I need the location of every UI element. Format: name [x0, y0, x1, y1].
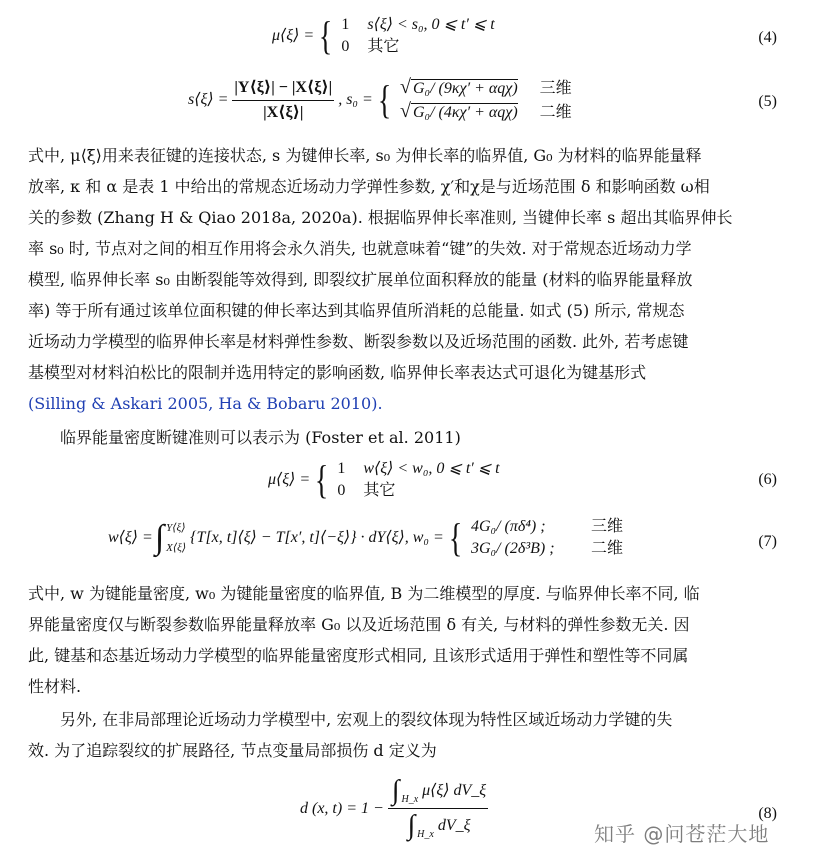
equation-5: s⟨ξ⟩ = $\frac{|Y⟨\xi⟩| - |X⟨\xi⟩|}{|X⟨\xi⟩|}$ , s₀ = { √ G₀/ (9κχ′ + αqχ) 三维 √ G₀/ (4κχ′ + αqχ) 二维 (5) [188, 76, 777, 122]
eq8-lhs: d (x, t) = 1 − [300, 799, 384, 817]
eq5-denominator: |X⟨ξ⟩| [263, 103, 304, 121]
watermark: 知乎 @问苍茫大地 [594, 822, 770, 846]
para2-line: 临界能量密度断键准则可以表示为 (Foster et al. 2011) [60, 428, 461, 447]
eq6-case2-condition: 其它 [363, 482, 396, 499]
eq7-lhs: w⟨ξ⟩ = [108, 529, 153, 547]
eq4-lhs: μ⟨ξ⟩ = [272, 27, 315, 45]
eq5-s0-label: , s₀ = [338, 91, 373, 109]
eq7-lower-limit: X⟨ξ⟩ [166, 542, 187, 554]
para3-line: 此, 键基和态基近场动力学模型的临界能量密度形式相同, 且该形式适用于弹性和塑性等不同属 [28, 646, 689, 665]
para1-line: 率) 等于所有通过该单位面积键的伸长率达到其临界值所消耗的总能量. 如式 (5) 所示, 常规态 [28, 301, 685, 320]
para1-line: 近场动力学模型的临界伸长率是材料弹性参数、断裂参数以及近场范围的函数. 此外, 若考虑键 [28, 332, 689, 351]
eq4-case2-value: 0 [341, 38, 350, 55]
equation-4: μ⟨ξ⟩ = { 1 s⟨ξ⟩ < s₀, 0 ⩽ t′ ⩽ t 0 其它 (4) [272, 13, 777, 58]
eq6-case1-condition: w⟨ξ⟩ < w₀, 0 ⩽ t′ ⩽ t [363, 460, 500, 477]
eq6-lhs: μ⟨ξ⟩ = [268, 471, 311, 489]
equation-7: w⟨ξ⟩ = ∫ Y⟨ξ⟩ X⟨ξ⟩ {T[x, t]⟨ξ⟩ − T[x′, t]⟨−ξ⟩} · dY⟨ξ⟩, w₀ = { 4G₀/ (πδ⁴) ; 三维 3G₀/ (2δ³B) ; 二维 (7) [108, 515, 777, 560]
eq4-number: (4) [758, 29, 777, 46]
eq6-number: (6) [758, 471, 777, 488]
eq7-case2-label: 二维 [590, 540, 623, 557]
para3-line: 性材料. [28, 677, 82, 696]
eq4-case1-condition: s⟨ξ⟩ < s₀, 0 ⩽ t′ ⩽ t [367, 16, 495, 33]
paragraph-2 [60, 422, 788, 453]
eq8-fraction: ∫ H_x μ⟨ξ⟩ dV_ξ ∫ H_x dV_ξ [388, 776, 488, 841]
eq5-fraction [232, 78, 334, 121]
para1-line: 率 s₀ 时, 节点对之间的相互作用将会永久消失, 也就意味着“键”的失效. 对于常规态近场动力学 [28, 239, 692, 258]
para4-line: 另外, 在非局部理论近场动力学模型中, 宏观上的裂纹体现为特性区域近场动力学键的失 [60, 710, 673, 729]
eq8-domain-top: H_x [401, 794, 419, 805]
paragraph-4 [28, 704, 788, 766]
eq5-case2-expr: G₀/ (4κχ′ + αqχ) [412, 104, 518, 121]
eq5-numerator: |Y⟨ξ⟩| − |X⟨ξ⟩| [232, 78, 334, 100]
paragraph-3 [28, 578, 788, 702]
eq5-case1-label: 三维 [539, 80, 572, 97]
eq5-number: (5) [758, 93, 777, 110]
para1-line: 放率, κ 和 α 是表 1 中给出的常规态近场动力学弹性参数, χ′和χ是与近场范围 δ 和影响函数 ω相 [28, 177, 710, 196]
eq7-number: (7) [758, 533, 777, 550]
eq7-upper-limit: Y⟨ξ⟩ [166, 522, 186, 534]
para1-line: 式中, μ⟨ξ⟩用来表征键的连接状态, s 为键伸长率, s₀ 为伸长率的临界值, G₀ 为材料的临界能量释 [28, 146, 702, 165]
para1-line: 基模型对材料泊松比的限制并选用特定的影响函数, 临界伸长率表达式可退化为键基形式 [28, 363, 647, 382]
eq6-case2-value: 0 [337, 482, 346, 499]
eq7-case1-label: 三维 [590, 518, 623, 535]
paragraph-1 [28, 140, 788, 419]
para1-line-citation[interactable]: (Silling & Askari 2005, Ha & Bobaru 2010). [28, 394, 383, 413]
equation-6: μ⟨ξ⟩ = { 1 w⟨ξ⟩ < w₀, 0 ⩽ t′ ⩽ t 0 其它 (6) [268, 457, 777, 502]
para3-line: 式中, w 为键能量密度, w₀ 为键能量密度的临界值, B 为二维模型的厚度. 与临界伸长率不同, 临 [28, 584, 700, 603]
eq8-numerator: μ⟨ξ⟩ dV_ξ [422, 782, 487, 800]
para1-line: 模型, 临界伸长率 s₀ 由断裂能等效得到, 即裂纹扩展单位面积释放的能量 (材料的临界能量释放 [28, 270, 693, 289]
eq4-case1-value: 1 [341, 16, 350, 33]
eq5-case1-expr: G₀/ (9κχ′ + αqχ) [412, 80, 518, 97]
eq7-case1-expr: 4G₀/ (πδ⁴) ; [470, 518, 546, 535]
eq5-case2-label: 二维 [539, 104, 572, 121]
para3-line: 界能量密度仅与断裂参数临界能量释放率 G₀ 以及近场范围 δ 有关, 与材料的弹性参数无关. 因 [28, 615, 690, 634]
eq8-number: (8) [758, 805, 777, 822]
eq4-case2-condition: 其它 [367, 38, 400, 55]
equation-8 [0, 772, 817, 862]
para1-line: 关的参数 (Zhang H & Qiao 2018a, 2020a). 根据临界伸长率准则, 当键伸长率 s 超出其临界伸长 [28, 208, 733, 227]
integral-symbol: ∫ [154, 519, 165, 556]
eq7-integrand: {T[x, t]⟨ξ⟩ − T[x′, t]⟨−ξ⟩} · dY⟨ξ⟩, w₀ = [190, 529, 444, 547]
eq7-case2-expr: 3G₀/ (2δ³B) ; [470, 540, 555, 557]
eq5-lhs: s⟨ξ⟩ = [188, 91, 229, 109]
eq6-case1-value: 1 [337, 460, 346, 477]
eq8-denominator: dV_ξ [437, 817, 471, 835]
para4-line: 效. 为了追踪裂纹的扩展路径, 节点变量局部损伤 d 定义为 [28, 741, 437, 760]
eq8-domain-bottom: H_x [417, 829, 434, 840]
